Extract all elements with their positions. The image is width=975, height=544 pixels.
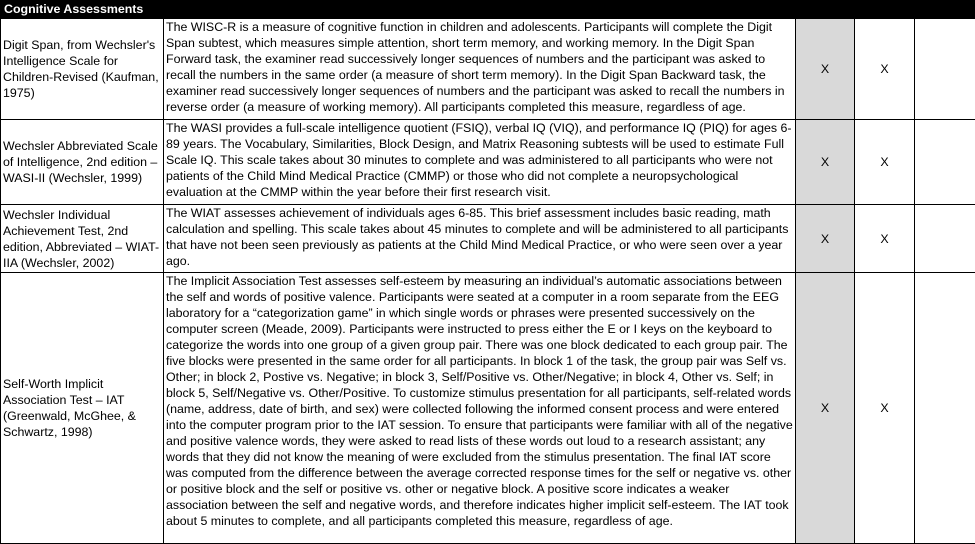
measure-name: Wechsler Abbreviated Scale of Intelligence, 2nd edition – WASI-II (Wechsler, 1999) — [1, 120, 164, 205]
mark-column-3 — [915, 205, 975, 273]
measure-description: The WIAT assesses achievement of individuals ages 6-85. This brief assessment includes basic reading, math calculation and spelling. This scale takes about 45 minutes to complete and will be administered to all participants that have not been seen previously as patients at the Child Mind Medical Practice, or who were seen over a year ago. — [164, 205, 796, 273]
table-row — [1, 120, 975, 205]
measure-description: The WASI provides a full-scale intelligence quotient (FSIQ), verbal IQ (VIQ), and performance IQ (PIQ) for ages 6-89 years. The Vocabulary, Similarities, Block Design, and Matrix Reasoning subtests will be used to estimate Full Scale IQ. This scale takes about 30 minutes to complete and was administered to all participants who were not patients of the Child Mind Medical Practice (CMMP) or those who did not complete a neuropsychological evaluation at the CMMP within the year before their first research visit. — [164, 120, 796, 205]
measure-name: Self-Worth Implicit Association Test – IAT (Greenwald, McGhee, & Schwartz, 1998) — [1, 273, 164, 544]
mark-column-1: X — [796, 273, 855, 544]
mark-column-3 — [915, 120, 975, 205]
section-title: Cognitive Assessments — [1, 1, 975, 19]
section-header-row — [1, 1, 975, 19]
mark-column-2: X — [855, 19, 915, 120]
mark-column-2: X — [855, 205, 915, 273]
mark-column-1: X — [796, 205, 855, 273]
mark-column-2: X — [855, 273, 915, 544]
measure-description: The Implicit Association Test assesses self-esteem by measuring an individual’s automatic associations between the self and words of positive valence. Participants were seated at a computer in a room separate from the EEG laboratory for a “categorization game” in which single words or phrases were presented successively on the computer screen (Meade, 2009). Participants were instructed to press either the E or I keys on the keyboard to categorize the words into one group of a given group pair. There was one block dedicated to each group pair. The five blocks were presented in the same order for all participants. In block 1 of the task, the group pair was Self vs. Other; in block 2, Postive vs. Negative; in block 3, Self/Positive vs. Other/Negative; in block 4, Other vs. Self; in block 5, Self/Negative vs. Other/Positive. To customize stimulus presentation for all participants, self-related words (name, address, date of birth, and sex) were collected following the informed consent process and were entered into the computer program prior to the IAT session. To ensure that participants were familiar with all of the negative and positive valence words, they were asked to read lists of these words out loud to a research assistant; any words that they did not know the meaning of were excluded from the stimulus presentation. The final IAT score was computed from the difference between the average corrected response times for the self or negative vs. other or positive block and the self or positive vs. other or negative block. A positive score indicates a weaker association between the self and negative words, and therefore indicates higher implicit self-esteem. The IAT took about 5 minutes to complete, and all participants completed this measure, regardless of age. — [164, 273, 796, 544]
measure-description: The WISC-R is a measure of cognitive function in children and adolescents. Participants will complete the Digit Span subtest, which measures simple attention, short term memory, and working memory. In the Digit Span Forward task, the examiner read successively longer sequences of numbers and the participant was asked to recall the numbers in the same order (a measure of short term memory). In the Digit Span Backward task, the examiner read successively longer sequences of numbers and the participant was asked to recall the numbers in reverse order (a measure of working memory). All participants completed this measure, regardless of age. — [164, 19, 796, 120]
mark-column-3 — [915, 19, 975, 120]
measure-name: Digit Span, from Wechsler's Intelligence Scale for Children-Revised (Kaufman, 1975) — [1, 19, 164, 120]
measure-name: Wechsler Individual Achievement Test, 2nd edition, Abbreviated – WIAT-IIA (Wechsler, 2002) — [1, 205, 164, 273]
table-row — [1, 273, 975, 544]
table-row — [1, 205, 975, 273]
table-row — [1, 19, 975, 120]
mark-column-3 — [915, 273, 975, 544]
mark-column-1: X — [796, 19, 855, 120]
mark-column-2: X — [855, 120, 915, 205]
mark-column-1: X — [796, 120, 855, 205]
